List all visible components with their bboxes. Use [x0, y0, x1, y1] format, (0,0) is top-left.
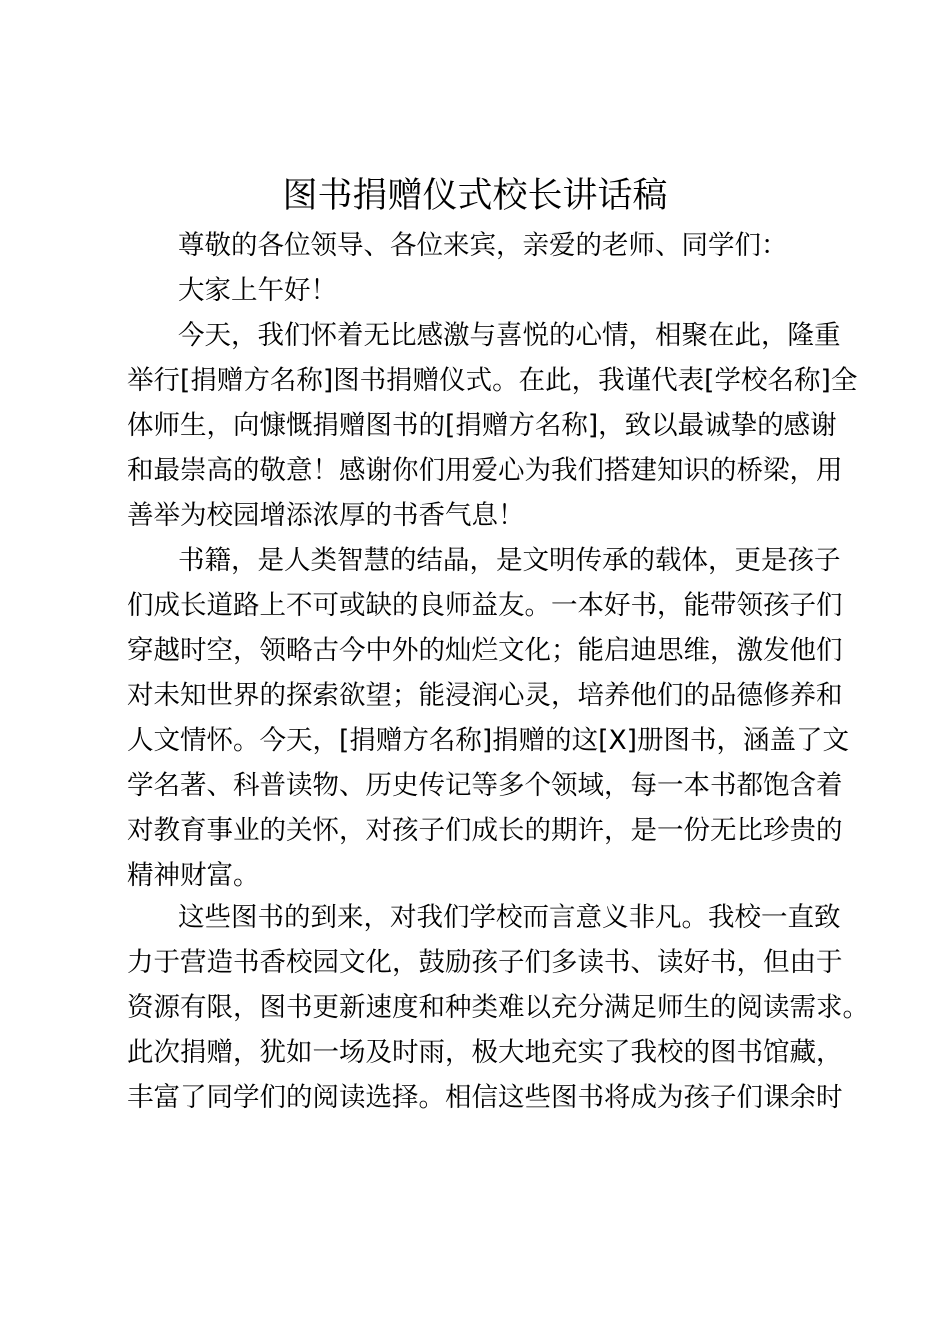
- paragraph-3-line-5: 丰富了同学们的阅读选择。相信这些图书将成为孩子们课余时: [127, 1082, 843, 1113]
- paragraph-2-line-6: 学名著、科普读物、历史传记等多个领域，每一本书都饱含着: [127, 770, 843, 801]
- paragraph-2-line-1: 书籍，是人类智慧的结晶，是文明传承的载体，更是孩子: [178, 545, 841, 576]
- paragraph-1-line-5: 善举为校园增添浓厚的书香气息！: [127, 500, 525, 531]
- paragraph-2-line-3: 穿越时空，领略古今中外的灿烂文化；能启迪思维，激发他们: [127, 635, 843, 666]
- paragraph-2-line-2: 们成长道路上不可或缺的良师益友。一本好书，能带领孩子们: [127, 590, 843, 621]
- paragraph-1-line-1: 今天，我们怀着无比感激与喜悦的心情，相聚在此，隆重: [178, 320, 841, 351]
- paragraph-3-line-1: 这些图书的到来，对我们学校而言意义非凡。我校一直致: [178, 902, 841, 933]
- paragraph-1-line-2: 举行[捐赠方名称]图书捐赠仪式。在此，我谨代表[学校名称]全: [127, 365, 858, 396]
- paragraph-3-line-4: 此次捐赠，犹如一场及时雨，极大地充实了我校的图书馆藏，: [127, 1037, 843, 1068]
- paragraph-2-line-8: 精神财富。: [127, 860, 260, 891]
- paragraph-1-line-3: 体师生，向慷慨捐赠图书的[捐赠方名称]，致以最诚挚的感谢: [127, 410, 837, 441]
- greeting: 大家上午好！: [178, 275, 337, 306]
- document-title: 图书捐赠仪式校长讲话稿: [282, 176, 668, 216]
- paragraph-1-line-4: 和最崇高的敬意！感谢你们用爱心为我们搭建知识的桥梁，用: [127, 455, 843, 486]
- paragraph-3-line-2: 力于营造书香校园文化，鼓励孩子们多读书、读好书，但由于: [127, 947, 843, 978]
- paragraph-2-line-7: 对教育事业的关怀，对孩子们成长的期许，是一份无比珍贵的: [127, 815, 843, 846]
- salutation: 尊敬的各位领导、各位来宾，亲爱的老师、同学们：: [178, 230, 788, 261]
- paragraph-3-line-3: 资源有限，图书更新速度和种类难以充分满足师生的阅读需求。: [127, 992, 869, 1023]
- paragraph-2-line-5: 人文情怀。今天，[捐赠方名称]捐赠的这[X]册图书，涵盖了文: [127, 725, 850, 756]
- paragraph-2-line-4: 对未知世界的探索欲望；能浸润心灵，培养他们的品德修养和: [127, 680, 843, 711]
